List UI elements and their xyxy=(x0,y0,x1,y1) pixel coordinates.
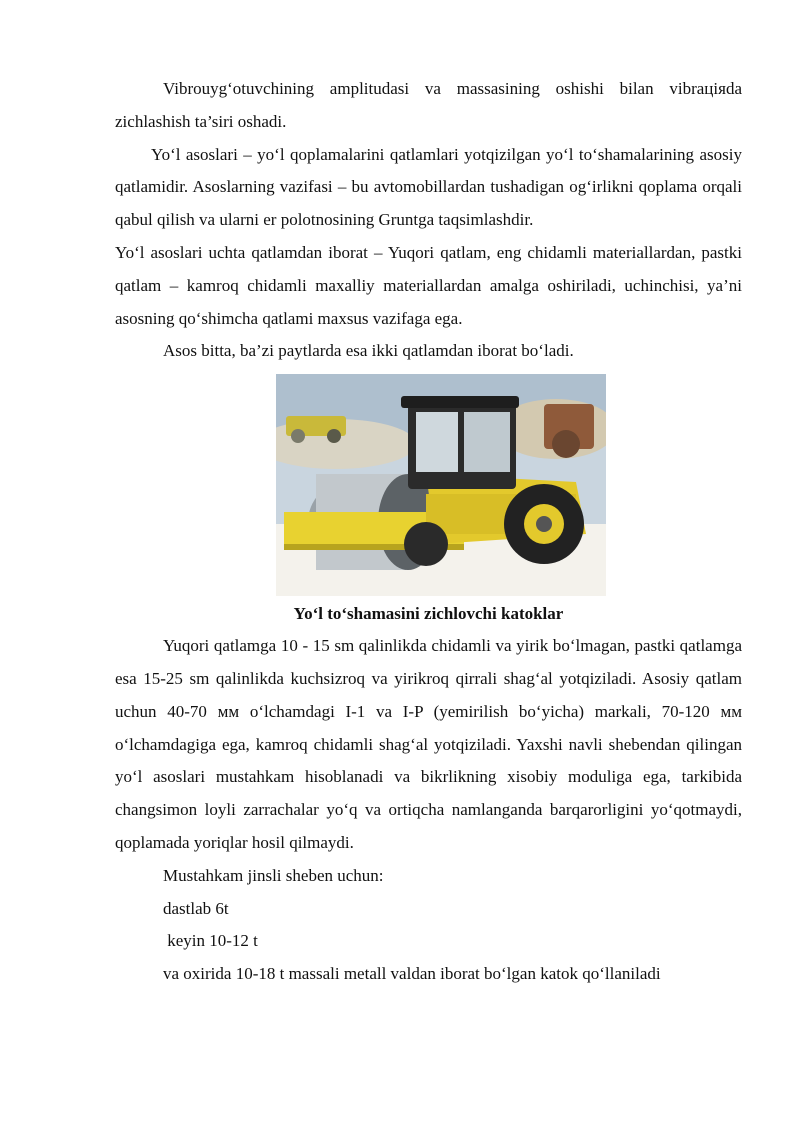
list-item: keyin 10-12 t xyxy=(163,931,258,951)
list-item: va oxirida 10-18 t massali metall valdan iborat bo‘lgan katok qo‘llaniladi xyxy=(163,964,661,984)
list-item: dastlab 6t xyxy=(163,898,229,918)
paragraph-road-bases: Yo‘l asoslari – yo‘l qoplamalarini qatlamlari yotqizilgan yo‘l to‘shamalarining asosiy qatlamidir. Asoslarning vazifasi – bu avtomobillardan tushadigan og‘irlikni qoplama orqali qabul qilish va ularni er polotnosining Gruntga taqsimlashdir. xyxy=(115,144,742,230)
paragraph-layers: Yo‘l asoslari uchta qatlamdan iborat – Yuqori qatlam, eng chidamli materiallardan, pastki qatlam – kamroq chidamli maxalliy materiallardan amalga oshiriladi, uchinchisi, ya’ni asosning qo‘shimcha qatlami maxsus vazifaga ega. xyxy=(115,242,742,328)
figure-caption: Yo‘l to‘shamasini zichlovchi katoklar xyxy=(293,604,564,624)
list-heading: Mustahkam jinsli sheben uchun: xyxy=(163,865,384,885)
document-page xyxy=(115,73,742,991)
road-roller-image xyxy=(276,374,606,596)
paragraph-vibration: Vibrouyg‘otuvchining amplitudasi va massasining oshishi bilan vibraцiяda zichlashish ta’siri oshadi. xyxy=(115,79,742,131)
paragraph-layer-thickness: Yuqori qatlamga 10 - 15 sm qalinlikda chidamli va yirik bo‘lmagan, pastki qatlamga esa 15-25 sm qalinlikda kuchsizroq va yirikroq qirrali shag‘al yotqiziladi. Asosiy qatlam uchun 40-70 мм o‘lchamdagi I-1 va I-P (yemirilish bo‘yicha) markali, 70-120 мм o‘lchamdagiga ega, kamroq chidamli shag‘al yotqiziladi. Yaxshi navli shebendan qilingan yo‘l asoslari mustahkam hisoblanadi va bikrlikning xisobiy moduliga ega, tarkibida changsimon loyli zarrachalar yo‘q va ortiqcha namlanganda barqarorligini yo‘qotmaydi, qoplamada yoriqlar hosil qilmaydi. xyxy=(115,636,742,852)
paragraph-base-count: Asos bitta, ba’zi paytlarda esa ikki qatlamdan iborat bo‘ladi. xyxy=(163,341,574,361)
road-roller-icon xyxy=(276,374,606,596)
